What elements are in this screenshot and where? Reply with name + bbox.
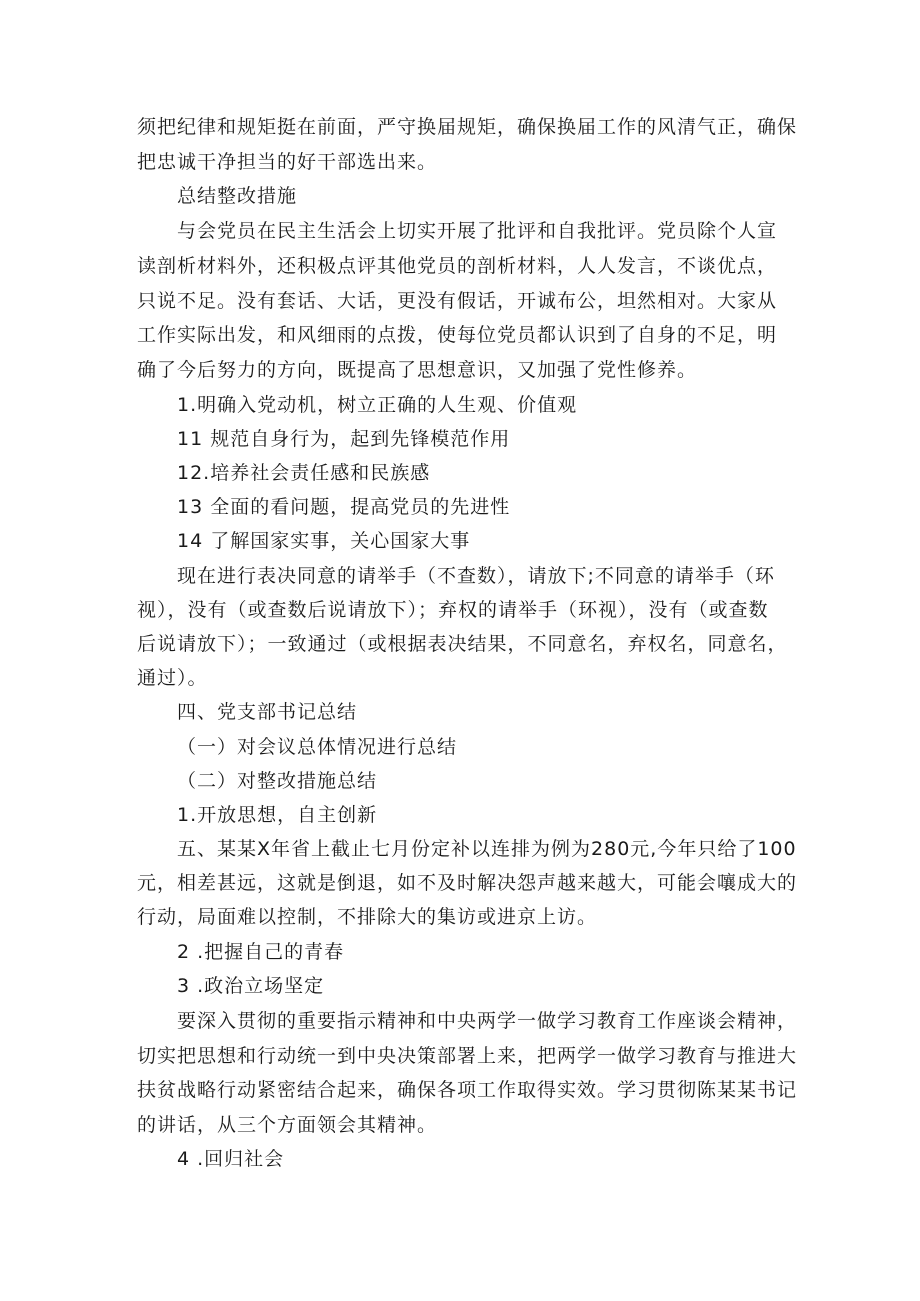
text-line: 与会党员在民主生活会上切实开展了批评和自我批评。党员除个人宣 — [177, 220, 778, 242]
list-item: 11 规范自身行为，起到先锋模范作用 — [177, 428, 511, 450]
text-line: 的讲话，从三个方面领会其精神。 — [137, 1114, 438, 1136]
list-item: 1.开放思想，自主创新 — [177, 804, 378, 826]
list-item: （一）对会议总体情况进行总结 — [177, 736, 458, 758]
list-item: 4 .回归社会 — [177, 1148, 285, 1170]
text-line: 工作实际出发，和风细雨的点拨，使每位党员都认识到了自身的不足，明 — [137, 324, 778, 346]
text-line: 现在进行表决同意的请举手（不查数），请放下;不同意的请举手（环 — [177, 565, 775, 587]
text-line: 通过）。 — [137, 667, 208, 689]
text-line: 读剖析材料外，还积极点评其他党员的剖析材料，人人发言，不谈优点， — [137, 255, 778, 277]
text-line: 只说不足。没有套话、大话，更没有假话，开诚布公，坦然相对。大家从 — [137, 290, 778, 312]
text-line: 扶贫战略行动紧密结合起来，确保各项工作取得实效。学习贯彻陈某某书记 — [137, 1079, 798, 1101]
text-line: 要深入贯彻的重要指示精神和中央两学一做学习教育工作座谈会精神， — [177, 1010, 798, 1032]
text-line: 切实把思想和行动统一到中央决策部署上来，把两学一做学习教育与推进大 — [137, 1045, 798, 1067]
text-line: 行动，局面难以控制，不排除大的集访或进京上访。 — [137, 906, 598, 928]
list-item: （二）对整改措施总结 — [177, 770, 378, 792]
text-line: 五、某某X年省上截止七月份定补以连排为例为280元,今年只给了100 — [177, 838, 797, 860]
list-item: 3 .政治立场坚定 — [177, 975, 325, 997]
text-line: 确了今后努力的方向，既提高了思想意识，又加强了党性修养。 — [137, 359, 698, 381]
section-heading: 总结整改措施 — [177, 185, 298, 207]
text-line: 须把纪律和规矩挺在前面，严守换届规矩，确保换届工作的风清气正，确保 — [137, 116, 798, 138]
text-line: 把忠诚干净担当的好干部选出来。 — [137, 151, 438, 173]
list-item: 1.明确入党动机，树立正确的人生观、价值观 — [177, 394, 578, 416]
text-line: 视），没有（或查数后说请放下）；弃权的请举手（环视），没有（或查数 — [137, 599, 769, 621]
list-item: 2 .把握自己的青春 — [177, 941, 345, 963]
list-item: 13 全面的看问题，提高党员的先进性 — [177, 496, 511, 518]
list-item: 12.培养社会责任感和民族感 — [177, 462, 431, 484]
text-line: 元，相差甚远，这就是倒退，如不及时解决怨声越来越大，可能会嚷成大的 — [137, 872, 798, 894]
list-item: 14 了解国家实事，关心国家大事 — [177, 530, 471, 552]
section-heading: 四、党支部书记总结 — [177, 701, 358, 723]
text-line: 后说请放下）；一致通过（或根据表决结果，不同意名，弃权名，同意名， — [137, 633, 788, 655]
